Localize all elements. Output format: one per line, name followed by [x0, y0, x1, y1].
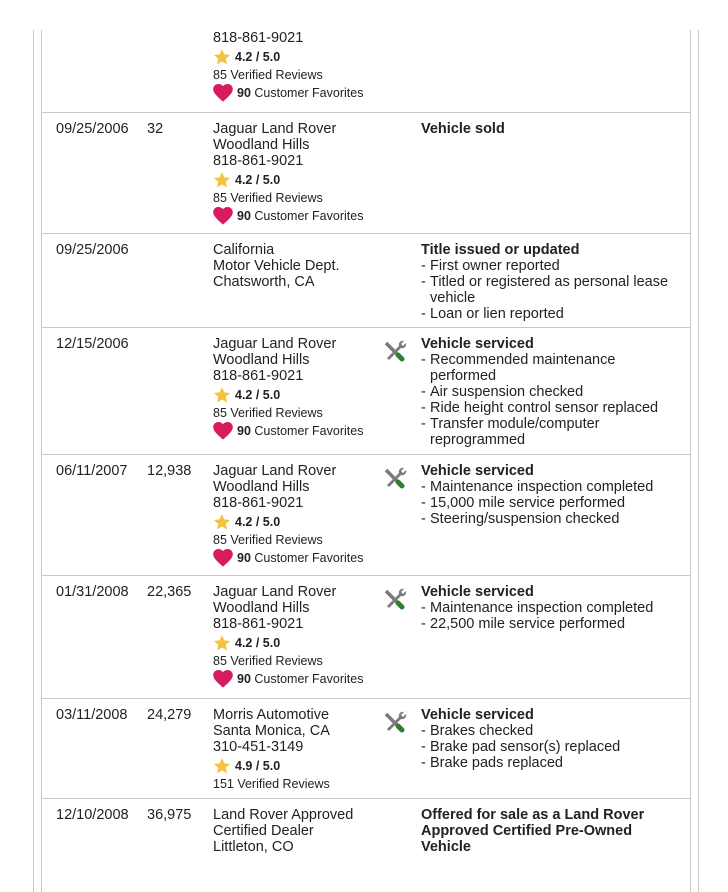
source-info — [213, 242, 383, 290]
history-row — [41, 699, 690, 799]
vehicle-history-table — [41, 0, 690, 892]
table-border-right — [690, 30, 691, 892]
rating-value: 4.2 / 5.0 — [235, 388, 281, 402]
star-icon — [213, 386, 231, 404]
star-icon — [213, 171, 231, 189]
event-comments — [421, 807, 681, 855]
source-line: Santa Monica, CA — [213, 723, 330, 739]
heart-icon — [213, 549, 233, 567]
source-line: Jaguar Land Rover — [213, 584, 337, 600]
source-line: Jaguar Land Rover — [213, 463, 337, 479]
event-comments — [421, 707, 681, 771]
source-line: Woodland Hills — [213, 352, 310, 368]
event-title: Vehicle serviced — [421, 584, 534, 600]
source-line: Certified Dealer — [213, 823, 314, 839]
event-detail-item: - Titled or registered as personal lease vehicle — [421, 274, 681, 306]
source-phone[interactable]: 818-861-9021 — [213, 495, 304, 511]
heart-icon — [213, 207, 233, 225]
favorites-label: Customer Favorites — [254, 86, 364, 100]
event-date: 09/25/2006 — [56, 242, 129, 258]
event-title: Vehicle serviced — [421, 707, 534, 723]
event-detail-item: - Transfer module/computer reprogrammed — [421, 416, 681, 448]
source-info — [213, 584, 383, 688]
event-comments — [421, 463, 681, 527]
service-tools-icon — [383, 465, 409, 491]
verified-reviews-link[interactable]: 85 Verified Reviews — [213, 68, 323, 82]
source-info — [213, 121, 383, 225]
event-title: Title issued or updated — [421, 242, 580, 258]
favorites-count: 90 — [237, 551, 251, 565]
verified-reviews-link[interactable]: 151 Verified Reviews — [213, 777, 330, 791]
event-date: 06/11/2007 — [56, 463, 128, 479]
star-icon — [213, 513, 231, 531]
customer-favorites — [213, 549, 383, 567]
heart-icon — [213, 84, 233, 102]
event-date: 09/25/2006 — [56, 121, 129, 137]
source-line: Chatsworth, CA — [213, 274, 315, 290]
source-line: Woodland Hills — [213, 137, 310, 153]
rating-value: 4.2 / 5.0 — [235, 50, 281, 64]
rating-value: 4.9 / 5.0 — [235, 759, 281, 773]
source-line: California — [213, 242, 275, 258]
heart-icon — [213, 670, 233, 688]
favorites-label: Customer Favorites — [254, 424, 364, 438]
source-phone[interactable]: 818-861-9021 — [213, 368, 304, 384]
service-tools-icon — [383, 338, 409, 364]
source-line: Jaguar Land Rover — [213, 121, 337, 137]
event-detail-item: - Brakes checked — [421, 723, 681, 739]
service-tools-icon — [383, 709, 409, 735]
event-detail-item: - First owner reported — [421, 258, 681, 274]
favorites-count: 90 — [237, 86, 251, 100]
star-icon — [213, 48, 231, 66]
event-detail-item: - Brake pad sensor(s) replaced — [421, 739, 681, 755]
event-title: Vehicle serviced — [421, 463, 534, 479]
source-line: Land Rover Approved — [213, 807, 354, 823]
odometer-reading: 36,975 — [147, 807, 192, 823]
event-detail-item: - 15,000 mile service performed — [421, 495, 681, 511]
rating-value: 4.2 / 5.0 — [235, 173, 281, 187]
rating-value: 4.2 / 5.0 — [235, 515, 281, 529]
customer-favorites — [213, 670, 383, 688]
odometer-reading: 22,365 — [147, 584, 192, 600]
favorites-count: 90 — [237, 209, 251, 223]
rating-value: 4.2 / 5.0 — [235, 636, 281, 650]
odometer-reading: 32 — [147, 121, 164, 137]
customer-favorites — [213, 207, 383, 225]
event-detail-item: - Brake pads replaced — [421, 755, 681, 771]
source-rating — [213, 171, 383, 189]
source-info — [213, 30, 383, 102]
verified-reviews-link[interactable]: 85 Verified Reviews — [213, 191, 323, 205]
event-date: 01/31/2008 — [56, 584, 129, 600]
star-icon — [213, 757, 231, 775]
event-comments — [421, 336, 681, 448]
source-rating — [213, 386, 383, 404]
event-detail-item: - Maintenance inspection completed — [421, 600, 681, 616]
event-detail-item: - Loan or lien reported — [421, 306, 681, 322]
event-details — [421, 352, 681, 448]
event-detail-item: - Recommended maintenance performed — [421, 352, 681, 384]
event-title: Vehicle serviced — [421, 336, 534, 352]
heart-icon — [213, 422, 233, 440]
verified-reviews-link[interactable]: 85 Verified Reviews — [213, 654, 323, 668]
event-detail-item: - Steering/suspension checked — [421, 511, 681, 527]
source-line: Motor Vehicle Dept. — [213, 258, 340, 274]
favorites-label: Customer Favorites — [254, 672, 364, 686]
outer-border-right — [698, 30, 699, 892]
favorites-label: Customer Favorites — [254, 209, 364, 223]
star-icon — [213, 634, 231, 652]
outer-border-left — [33, 30, 34, 892]
history-row — [41, 234, 690, 328]
source-rating — [213, 757, 383, 775]
verified-reviews-link[interactable]: 85 Verified Reviews — [213, 406, 323, 420]
source-info — [213, 336, 383, 440]
source-rating — [213, 634, 383, 652]
event-date: 03/11/2008 — [56, 707, 128, 723]
source-line: Jaguar Land Rover — [213, 336, 337, 352]
history-row — [41, 0, 690, 113]
event-date: 12/15/2006 — [56, 336, 129, 352]
event-details — [421, 258, 681, 322]
source-line: Woodland Hills — [213, 600, 310, 616]
event-details — [421, 723, 681, 771]
event-comments — [421, 121, 681, 137]
source-phone[interactable]: 818-861-9021 — [213, 616, 304, 632]
source-line: Littleton, CO — [213, 839, 294, 855]
source-rating — [213, 48, 383, 66]
source-rating — [213, 513, 383, 531]
event-detail-item: - Air suspension checked — [421, 384, 681, 400]
history-row — [41, 455, 690, 576]
odometer-reading: 24,279 — [147, 707, 192, 723]
source-line: Morris Automotive — [213, 707, 330, 723]
source-info — [213, 807, 383, 855]
odometer-reading: 12,938 — [147, 463, 192, 479]
event-title: Offered for sale as a Land Rover Approved Certified Pre-Owned Vehicle — [421, 807, 645, 855]
event-detail-item: - Ride height control sensor replaced — [421, 400, 681, 416]
event-detail-item: - Maintenance inspection completed — [421, 479, 681, 495]
history-row — [41, 328, 690, 455]
customer-favorites — [213, 422, 383, 440]
history-row — [41, 113, 690, 234]
source-phone[interactable]: 818-861-9021 — [213, 153, 304, 169]
favorites-count: 90 — [237, 424, 251, 438]
event-detail-item: - 22,500 mile service performed — [421, 616, 681, 632]
source-line: Woodland Hills — [213, 479, 310, 495]
favorites-label: Customer Favorites — [254, 551, 364, 565]
event-title: Vehicle sold — [421, 121, 505, 137]
source-info — [213, 707, 383, 793]
source-phone[interactable]: 310-451-3149 — [213, 739, 304, 755]
history-row — [41, 799, 690, 892]
source-phone[interactable]: 818-861-9021 — [213, 30, 304, 46]
customer-favorites — [213, 84, 383, 102]
history-row — [41, 576, 690, 699]
event-date: 12/10/2008 — [56, 807, 129, 823]
verified-reviews-link[interactable]: 85 Verified Reviews — [213, 533, 323, 547]
source-info — [213, 463, 383, 567]
event-details — [421, 479, 681, 527]
favorites-count: 90 — [237, 672, 251, 686]
service-tools-icon — [383, 586, 409, 612]
event-comments — [421, 242, 681, 322]
event-details — [421, 600, 681, 632]
event-comments — [421, 584, 681, 632]
